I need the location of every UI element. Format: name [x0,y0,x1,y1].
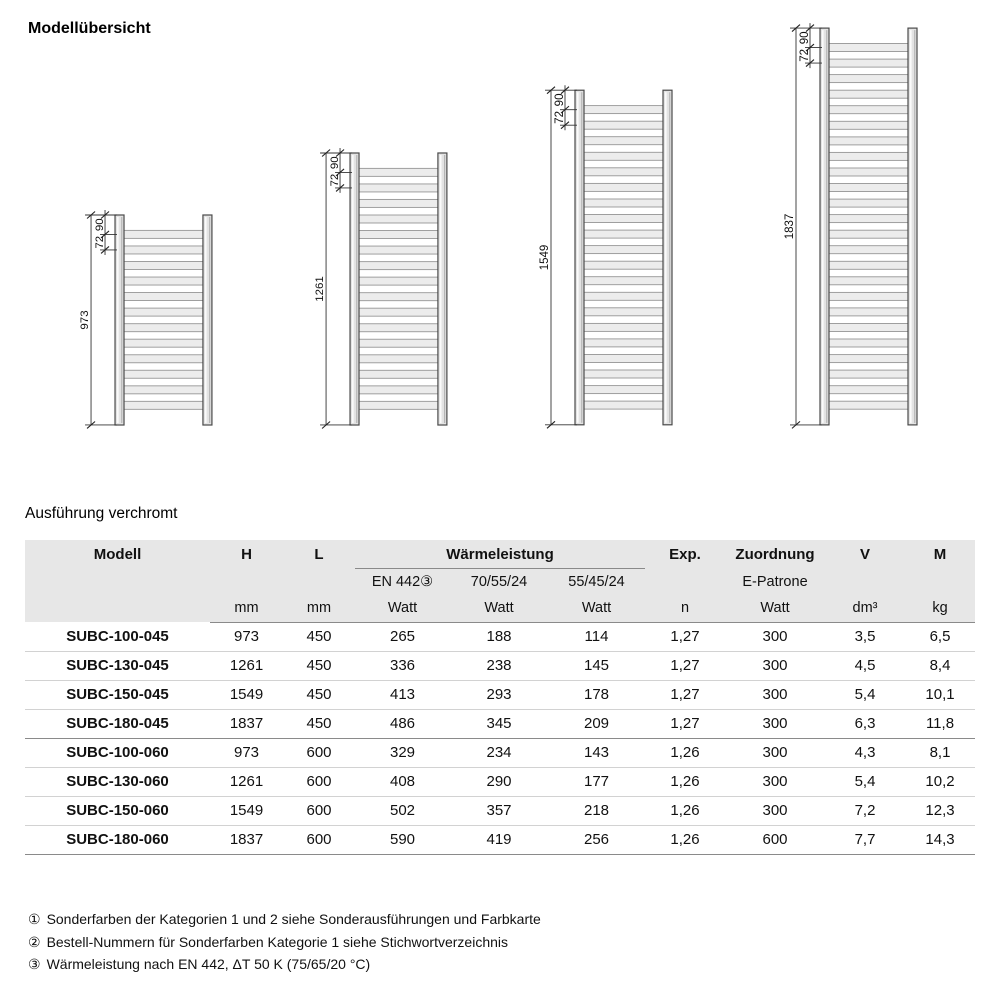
dim-label-72: 72 [329,173,342,187]
value-cell: 5,4 [825,680,905,709]
value-cell: 6,5 [905,622,975,651]
unit-watt-1: Watt [355,595,450,622]
table-row [25,738,975,767]
col-header-waermeleistung: Wärmeleistung [355,540,645,568]
height-dimension-label: 1837 [784,213,796,240]
value-cell: 8,4 [905,651,975,680]
value-cell: 1549 [210,680,283,709]
col-header-l: L [283,540,355,595]
table-row [25,651,975,680]
value-cell: 600 [725,825,825,854]
value-cell: 7,7 [825,825,905,854]
value-cell: 336 [355,651,450,680]
value-cell: 114 [548,622,645,651]
value-cell: 178 [548,680,645,709]
value-cell: 300 [725,767,825,796]
radiator-diagram-1549 [517,82,676,433]
value-cell: 234 [450,738,548,767]
radiator-diagram-1261 [292,145,451,433]
value-cell: 600 [283,825,355,854]
model-cell: SUBC-130-060 [25,767,210,796]
value-cell: 502 [355,796,450,825]
unit-kg: kg [905,595,975,622]
value-cell: 143 [548,738,645,767]
col-header-zuordnung: Zuordnung [725,540,825,568]
value-cell: 450 [283,680,355,709]
model-cell: SUBC-100-045 [25,622,210,651]
value-cell: 1837 [210,709,283,738]
value-cell: 329 [355,738,450,767]
value-cell: 590 [355,825,450,854]
model-cell: SUBC-180-060 [25,825,210,854]
dim-label-72: 72 [554,111,566,124]
unit-n: n [645,595,725,622]
table-row [25,796,975,825]
value-cell: 1,26 [645,738,725,767]
value-cell: 10,2 [905,767,975,796]
value-cell: 450 [283,709,355,738]
table-row [25,680,975,709]
col-subheader-55-45-24: 55/45/24 [548,568,645,595]
value-cell: 145 [548,651,645,680]
value-cell: 1,27 [645,651,725,680]
value-cell: 290 [450,767,548,796]
height-dimension-label: 1549 [539,244,551,271]
footnote-2-text: Bestell-Nummern für Sonderfarben Kategorie 1 siehe Stichwortverzeichnis [46,933,509,950]
value-cell: 450 [283,651,355,680]
value-cell: 3,5 [825,622,905,651]
radiator-diagram-973 [57,207,216,433]
value-cell: 1,27 [645,709,725,738]
value-cell: 486 [355,709,450,738]
footnote-2-marker: ② [28,933,41,950]
section-title: Ausführung verchromt [25,505,178,522]
footnote-1-text: Sonderfarben der Kategorien 1 und 2 siehe Sonderausführungen und Farbkarte [46,911,541,927]
model-cell: SUBC-150-060 [25,796,210,825]
value-cell: 600 [283,738,355,767]
model-cell: SUBC-100-060 [25,738,210,767]
footnote-3 [28,953,541,976]
footnote-2 [28,931,541,954]
dim-label-72: 72 [799,48,811,62]
col-header-h: H [210,540,283,595]
value-cell: 12,3 [905,796,975,825]
unit-watt-3: Watt [548,595,645,622]
value-cell: 10,1 [905,680,975,709]
value-cell: 1,26 [645,767,725,796]
value-cell: 973 [210,622,283,651]
unit-watt-4: Watt [725,595,825,622]
value-cell: 1,27 [645,622,725,651]
col-header-v: V [825,540,905,595]
value-cell: 357 [450,796,548,825]
value-cell: 300 [725,796,825,825]
unit-dm3: dm³ [825,595,905,622]
value-cell: 300 [725,651,825,680]
value-cell: 6,3 [825,709,905,738]
value-cell: 238 [450,651,548,680]
col-subheader-e-patrone: E-Patrone [725,568,825,595]
value-cell: 1,26 [645,796,725,825]
value-cell: 218 [548,796,645,825]
value-cell: 1,26 [645,825,725,854]
value-cell: 1,27 [645,680,725,709]
footnotes [28,908,541,976]
value-cell: 209 [548,709,645,738]
footnote-1-marker: ① [28,911,41,927]
dim-label-72: 72 [94,235,107,249]
value-cell: 300 [725,738,825,767]
value-cell: 7,2 [825,796,905,825]
value-cell: 8,1 [905,738,975,767]
page-title: Modellübersicht [28,20,151,37]
value-cell: 293 [450,680,548,709]
spec-table-body [25,622,975,854]
value-cell: 973 [210,738,283,767]
dim-label-90: 90 [329,156,342,170]
dim-label-90: 90 [554,93,566,107]
spec-table [25,540,975,855]
unit-h-mm: mm [210,595,283,622]
value-cell: 345 [450,709,548,738]
col-header-modell: Modell [25,540,210,622]
table-row [25,825,975,854]
dim-label-90: 90 [799,31,811,45]
value-cell: 408 [355,767,450,796]
value-cell: 188 [450,622,548,651]
value-cell: 265 [355,622,450,651]
col-header-m: M [905,540,975,595]
footnote-1 [28,908,541,931]
col-subheader-en442: EN 442③ [355,568,450,595]
value-cell: 300 [725,709,825,738]
value-cell: 300 [725,622,825,651]
value-cell: 14,3 [905,825,975,854]
height-dimension-label: 1261 [314,276,327,302]
value-cell: 1261 [210,651,283,680]
footnote-3-marker: ③ [28,956,41,972]
value-cell: 413 [355,680,450,709]
value-cell: 450 [283,622,355,651]
table-row [25,709,975,738]
model-cell: SUBC-150-045 [25,680,210,709]
value-cell: 300 [725,680,825,709]
radiator-diagram-1837 [762,20,921,433]
value-cell: 600 [283,767,355,796]
footnote-3-text: Wärmeleistung nach EN 442, ΔT 50 K (75/65/20 °C) [46,956,371,972]
height-dimension-label: 973 [79,310,92,330]
value-cell: 256 [548,825,645,854]
spec-table-container [25,540,975,855]
value-cell: 4,5 [825,651,905,680]
unit-watt-2: Watt [450,595,548,622]
value-cell: 1261 [210,767,283,796]
value-cell: 177 [548,767,645,796]
col-header-exp: Exp. [645,540,725,595]
unit-l-mm: mm [283,595,355,622]
col-subheader-70-55-24: 70/55/24 [450,568,548,595]
value-cell: 1549 [210,796,283,825]
value-cell: 11,8 [905,709,975,738]
dim-label-90: 90 [94,218,107,232]
value-cell: 600 [283,796,355,825]
value-cell: 419 [450,825,548,854]
value-cell: 4,3 [825,738,905,767]
table-row [25,622,975,651]
model-cell: SUBC-180-045 [25,709,210,738]
value-cell: 5,4 [825,767,905,796]
table-row [25,767,975,796]
model-cell: SUBC-130-045 [25,651,210,680]
value-cell: 1837 [210,825,283,854]
